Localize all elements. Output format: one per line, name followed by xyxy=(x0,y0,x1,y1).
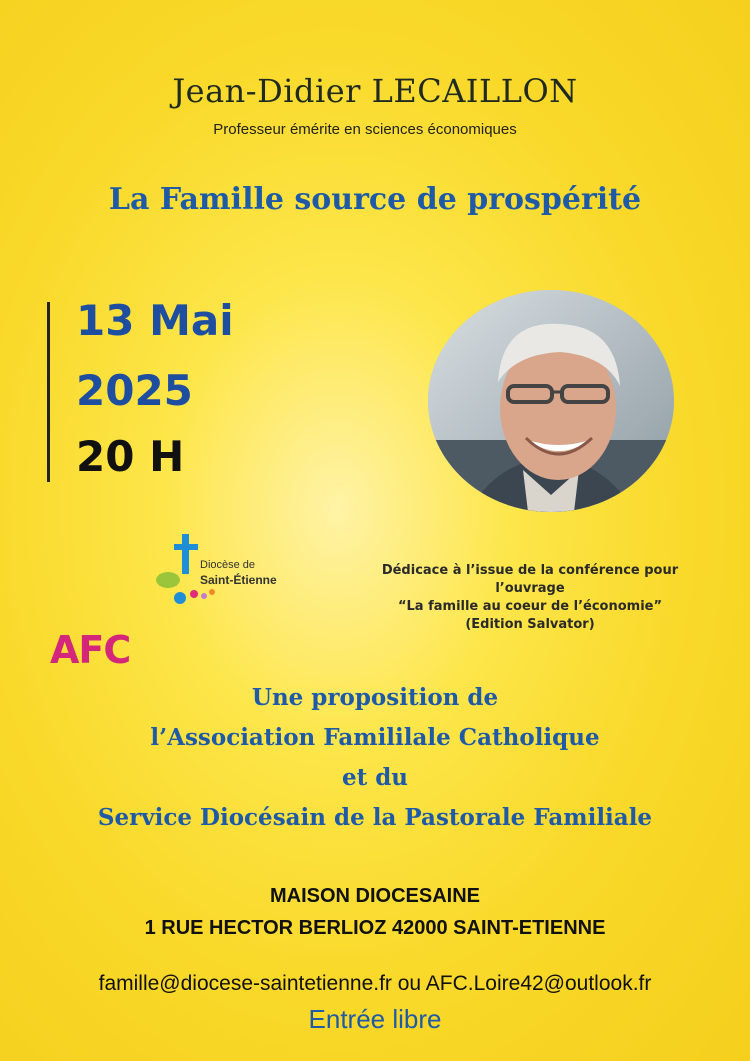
diocese-logo-line1: Diocèse de xyxy=(200,559,256,571)
dedication-line2: l’ouvrage xyxy=(495,581,565,596)
talk-title: La Famille source de prospérité xyxy=(108,182,642,217)
proposal-line3: et du xyxy=(341,764,409,791)
event-time: 20 H xyxy=(76,432,185,481)
dedication-line1: Dédicace à l’issue de la conférence pour xyxy=(381,563,679,578)
proposal-block xyxy=(0,678,750,838)
speaker-name: Jean-Didier LECAILLON xyxy=(172,72,578,110)
diocese-logo-line2: Saint-Étienne xyxy=(200,573,277,587)
dedication-line3: “La famille au coeur de l’économie” xyxy=(397,599,663,614)
entry-info: Entrée libre xyxy=(308,1004,442,1034)
venue-name: MAISON DIOCESAINE xyxy=(269,885,481,907)
dedication-line4: (Edition Salvator) xyxy=(465,617,595,632)
proposal-line2: l’Association Famililale Catholique xyxy=(150,724,600,751)
proposal-line1: Une proposition de xyxy=(251,684,499,711)
speaker-photo xyxy=(428,290,674,512)
date-divider xyxy=(47,302,50,482)
diocese-cross-icon xyxy=(152,532,292,612)
dedication-block xyxy=(356,562,704,634)
diocese-logo xyxy=(152,532,292,612)
afc-logo xyxy=(50,628,130,672)
venue-block xyxy=(0,880,750,944)
proposal-line4: Service Diocésain de la Pastorale Familiale xyxy=(97,804,653,831)
contact-emails[interactable]: famille@diocese-saintetienne.fr ou AFC.Loire42@outlook.fr xyxy=(98,972,652,995)
venue-address: 1 RUE HECTOR BERLIOZ 42000 SAINT-ETIENNE xyxy=(144,917,606,939)
speaker-title: Professeur émérite en sciences économiques xyxy=(213,121,517,138)
speaker-portrait xyxy=(428,290,674,512)
afc-logo-text: AFC xyxy=(50,628,131,672)
event-day: 13 Mai xyxy=(76,296,234,345)
event-year: 2025 xyxy=(76,366,193,415)
